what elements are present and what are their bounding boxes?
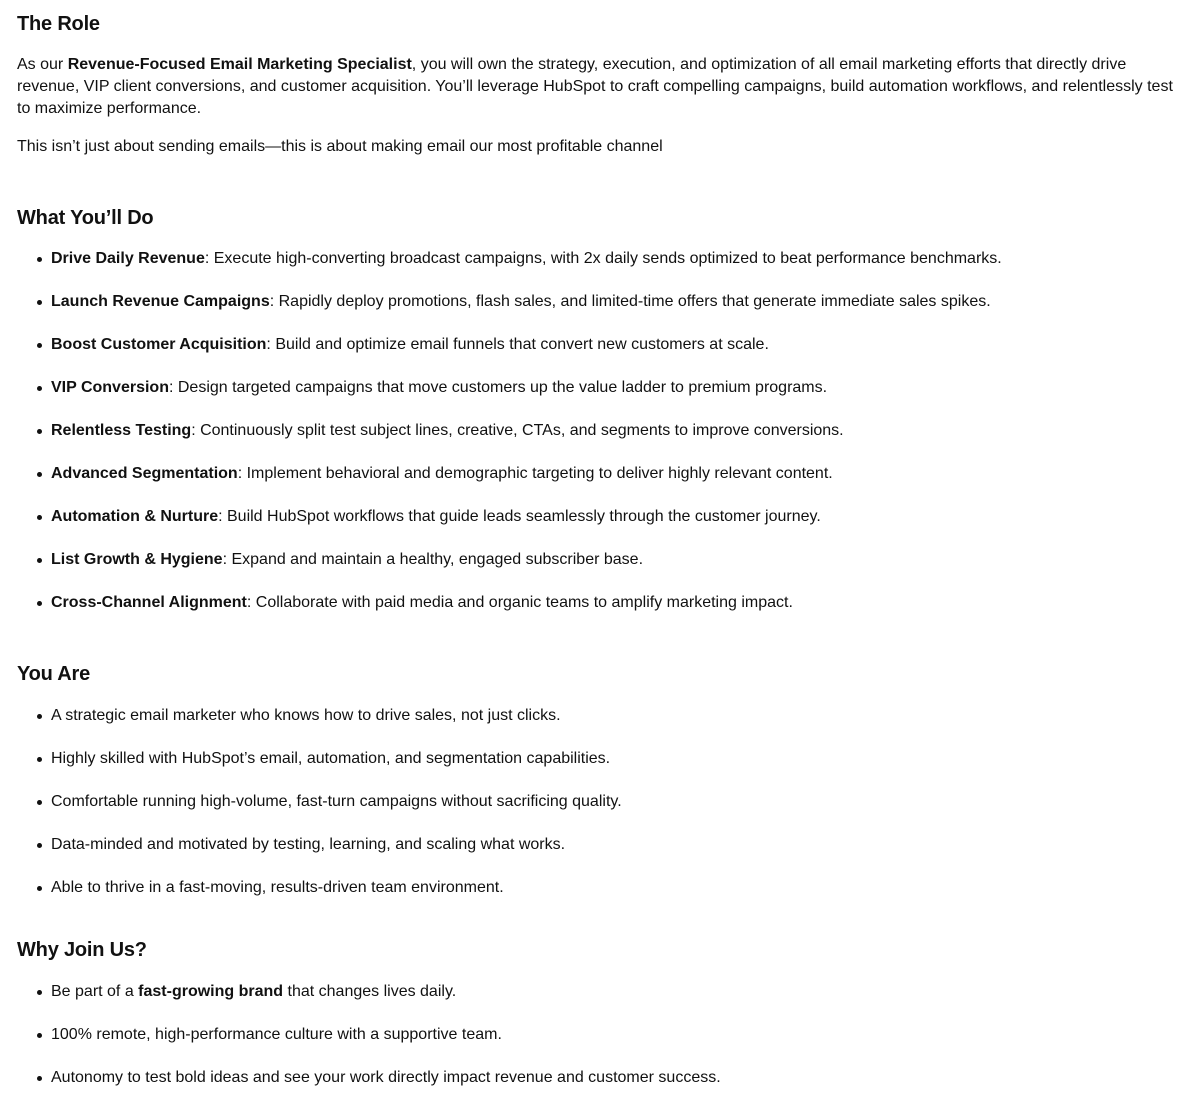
list-item-suffix: that changes lives daily. <box>283 983 457 1000</box>
list-item: Highly skilled with HubSpot’s email, automation, and segmentation capabilities. <box>17 748 1183 770</box>
list-item-text: : Implement behavioral and demographic targeting to deliver highly relevant content. <box>237 465 833 482</box>
list-item-bold: Relentless Testing <box>51 422 192 439</box>
list-item-bold: Launch Revenue Campaigns <box>51 293 270 310</box>
list-item-bold: Advanced Segmentation <box>51 465 238 482</box>
list-item-prefix: Be part of a <box>51 983 139 1000</box>
you-are-list <box>17 705 1183 920</box>
role-intro-job-title: Revenue-Focused Email Marketing Specialist <box>67 56 412 73</box>
list-item: Able to thrive in a fast-moving, results-driven team environment. <box>17 877 1183 899</box>
list-item-bold: Automation & Nurture <box>51 508 219 525</box>
section-title-role: The Role <box>17 13 100 35</box>
list-item-text: : Build HubSpot workflows that guide leads seamlessly through the customer journey. <box>218 508 821 525</box>
list-item-bold: fast-growing brand <box>138 983 284 1000</box>
list-item: 100% remote, high-performance culture with a supportive team. <box>17 1024 1183 1046</box>
list-item-text: : Execute high-converting broadcast campaigns, with 2x daily sends optimized to beat performance benchmarks. <box>204 250 1002 267</box>
list-item <box>17 334 1183 356</box>
list-item-bold: VIP Conversion <box>51 379 169 396</box>
list-item-text: : Expand and maintain a healthy, engaged subscriber base. <box>222 551 644 568</box>
list-item-text: : Build and optimize email funnels that convert new customers at scale. <box>266 336 769 353</box>
list-item-text: : Collaborate with paid media and organic teams to amplify marketing impact. <box>246 594 793 611</box>
list-item <box>17 981 1183 1003</box>
list-item-text: : Design targeted campaigns that move customers up the value ladder to premium programs. <box>168 379 828 396</box>
list-item <box>17 506 1183 528</box>
list-item <box>17 592 1183 614</box>
role-intro-prefix: As our <box>17 56 68 73</box>
list-item <box>17 248 1183 270</box>
role-intro-suffix: , you will own the strategy, execution, and optimization of all email marketing efforts that directly drive revenue, VIP client conversions, and customer acquisition. You’ll leverage HubSpot to craft compelling campaigns, build automation workflows, and relentlessly test to maximize performance. <box>17 56 1173 117</box>
role-tagline: This isn’t just about sending emails—this is about making email our most profitable channel <box>17 138 663 155</box>
list-item <box>17 463 1183 485</box>
list-item: Data-minded and motivated by testing, learning, and scaling what works. <box>17 834 1183 856</box>
what-you-do-list <box>17 248 1183 635</box>
list-item: Comfortable running high-volume, fast-turn campaigns without sacrificing quality. <box>17 791 1183 813</box>
why-join-list <box>17 981 1183 1110</box>
list-item: A strategic email marketer who knows how to drive sales, not just clicks. <box>17 705 1183 727</box>
list-item <box>17 291 1183 313</box>
list-item: Autonomy to test bold ideas and see your work directly impact revenue and customer success. <box>17 1067 1183 1089</box>
role-intro-paragraph <box>17 54 1183 120</box>
section-title-you-are: You Are <box>17 663 91 685</box>
list-item-text: : Rapidly deploy promotions, flash sales, and limited-time offers that generate immediate sales spikes. <box>269 293 991 310</box>
list-item <box>17 420 1183 442</box>
list-item-bold: List Growth & Hygiene <box>51 551 223 568</box>
section-title-what-you-do: What You’ll Do <box>17 207 154 229</box>
list-item-bold: Cross-Channel Alignment <box>51 594 247 611</box>
section-title-why-join: Why Join Us? <box>17 939 147 961</box>
list-item <box>17 549 1183 571</box>
list-item-bold: Drive Daily Revenue <box>51 250 205 267</box>
list-item <box>17 377 1183 399</box>
list-item-text: : Continuously split test subject lines, creative, CTAs, and segments to improve conversions. <box>191 422 844 439</box>
list-item-bold: Boost Customer Acquisition <box>51 336 267 353</box>
